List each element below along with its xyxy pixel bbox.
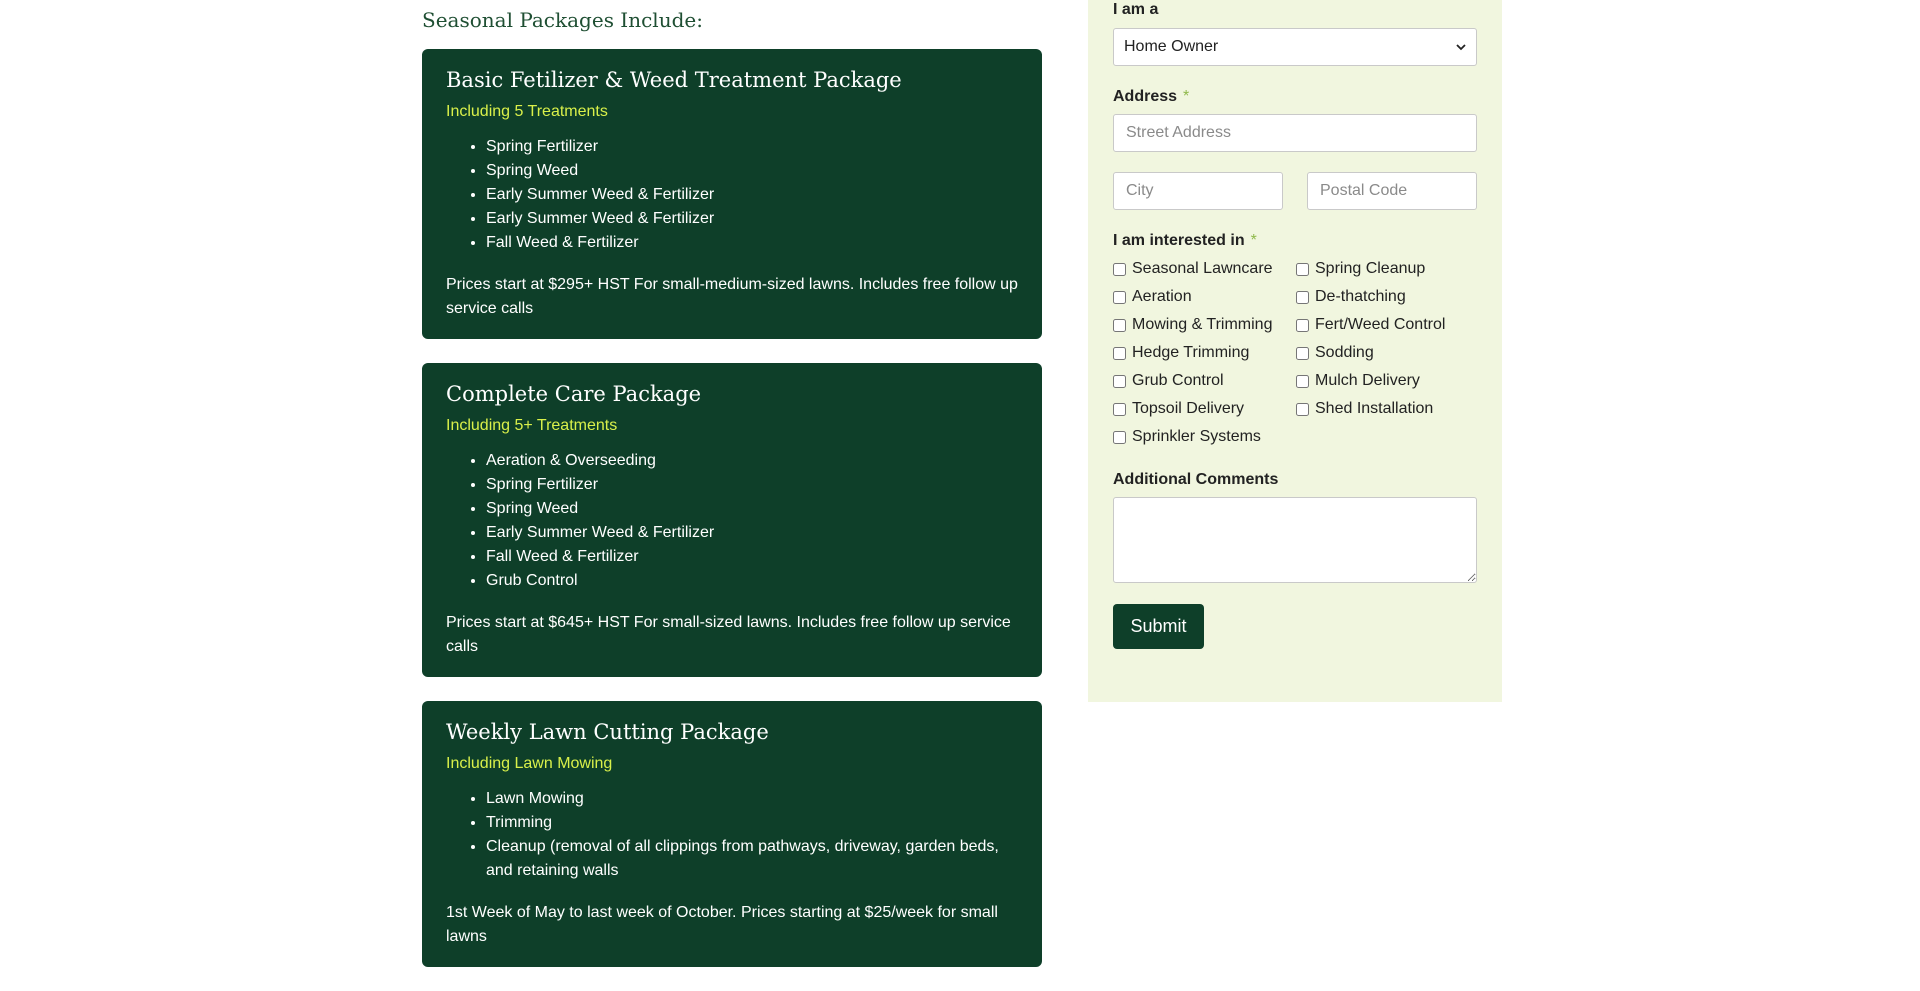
checkbox[interactable] (1113, 291, 1126, 304)
address-label: Address * (1113, 88, 1190, 105)
list-item: • Spring Weed (486, 159, 1018, 183)
interest-options (1113, 255, 1477, 451)
option-hedge-trimming[interactable]: Hedge Trimming (1113, 339, 1296, 367)
package-items (446, 787, 1018, 883)
checkbox[interactable] (1113, 375, 1126, 388)
list-item: • Spring Weed (486, 497, 1018, 521)
option-topsoil-delivery[interactable]: Topsoil Delivery (1113, 395, 1296, 423)
option-spring-cleanup[interactable]: Spring Cleanup (1296, 255, 1476, 283)
packages-section (422, 0, 1042, 991)
package-description: Prices start at $295+ HST For small-medium-sized lawns. Includes free follow up service calls (446, 276, 1018, 317)
list-item: • Spring Fertilizer (486, 135, 1018, 159)
list-item: • Cleanup (removal of all clippings from pathways, driveway, garden beds, and retaining walls (486, 835, 1018, 883)
checkbox[interactable] (1296, 403, 1309, 416)
interested-label: I am interested in * (1113, 232, 1257, 249)
list-item: • Fall Weed & Fertilizer (486, 545, 1018, 569)
list-item: • Grub Control (486, 569, 1018, 593)
package-title: Complete Care Package (446, 382, 702, 406)
checkbox[interactable] (1296, 319, 1309, 332)
option-mulch-delivery[interactable]: Mulch Delivery (1296, 367, 1476, 395)
option-grub-control[interactable]: Grub Control (1113, 367, 1296, 395)
option-de-thatching[interactable]: De-thatching (1296, 283, 1476, 311)
list-item: • Early Summer Weed & Fertilizer (486, 183, 1018, 207)
option-seasonal-lawncare[interactable]: Seasonal Lawncare (1113, 255, 1296, 283)
package-items (446, 135, 1018, 255)
submit-button[interactable]: Submit (1113, 604, 1204, 649)
checkbox[interactable] (1296, 263, 1309, 276)
option-aeration[interactable]: Aeration (1113, 283, 1296, 311)
required-mark: * (1250, 232, 1257, 249)
postal-code-input[interactable] (1307, 172, 1477, 210)
list-item: • Trimming (486, 811, 1018, 835)
package-subtitle: Including Lawn Mowing (446, 755, 613, 772)
list-item: • Early Summer Weed & Fertilizer (486, 207, 1018, 231)
checkbox[interactable] (1113, 431, 1126, 444)
comments-textarea[interactable] (1113, 497, 1477, 583)
list-item: • Spring Fertilizer (486, 473, 1018, 497)
checkbox[interactable] (1113, 403, 1126, 416)
checkbox[interactable] (1113, 319, 1126, 332)
package-card-complete (422, 363, 1042, 677)
package-card-weekly (422, 701, 1042, 967)
list-item: • Lawn Mowing (486, 787, 1018, 811)
section-title: Seasonal Packages Include: (422, 8, 703, 32)
checkbox[interactable] (1113, 263, 1126, 276)
option-mowing-trimming[interactable]: Mowing & Trimming (1113, 311, 1296, 339)
package-title: Weekly Lawn Cutting Package (446, 720, 769, 744)
iam-select-value: Home Owner (1124, 38, 1219, 55)
city-input[interactable] (1113, 172, 1283, 210)
list-item: • Aeration & Overseeding (486, 449, 1018, 473)
street-address-input[interactable] (1113, 114, 1477, 152)
checkbox[interactable] (1296, 347, 1309, 360)
checkbox[interactable] (1296, 375, 1309, 388)
package-title: Basic Fetilizer & Weed Treatment Package (446, 68, 902, 92)
chevron-down-icon (1456, 38, 1466, 56)
package-description: 1st Week of May to last week of October. Prices starting at $25/week for small lawns (446, 904, 998, 945)
package-description: Prices start at $645+ HST For small-sized lawns. Includes free follow up service calls (446, 614, 1011, 655)
iam-label: I am a (1113, 1, 1159, 18)
package-subtitle: Including 5+ Treatments (446, 417, 618, 434)
list-item: • Fall Weed & Fertilizer (486, 231, 1018, 255)
list-item: • Early Summer Weed & Fertilizer (486, 521, 1018, 545)
package-items (446, 449, 1018, 593)
checkbox[interactable] (1296, 291, 1309, 304)
checkbox[interactable] (1113, 347, 1126, 360)
option-sprinkler-systems[interactable]: Sprinkler Systems (1113, 423, 1296, 451)
iam-select[interactable] (1113, 28, 1477, 66)
option-shed-installation[interactable]: Shed Installation (1296, 395, 1476, 423)
package-subtitle: Including 5 Treatments (446, 103, 608, 120)
comments-label: Additional Comments (1113, 471, 1279, 488)
package-card-basic (422, 49, 1042, 339)
option-sodding[interactable]: Sodding (1296, 339, 1476, 367)
quote-form (1088, 0, 1502, 702)
required-mark: * (1183, 88, 1190, 105)
option-fert-weed-control[interactable]: Fert/Weed Control (1296, 311, 1476, 339)
